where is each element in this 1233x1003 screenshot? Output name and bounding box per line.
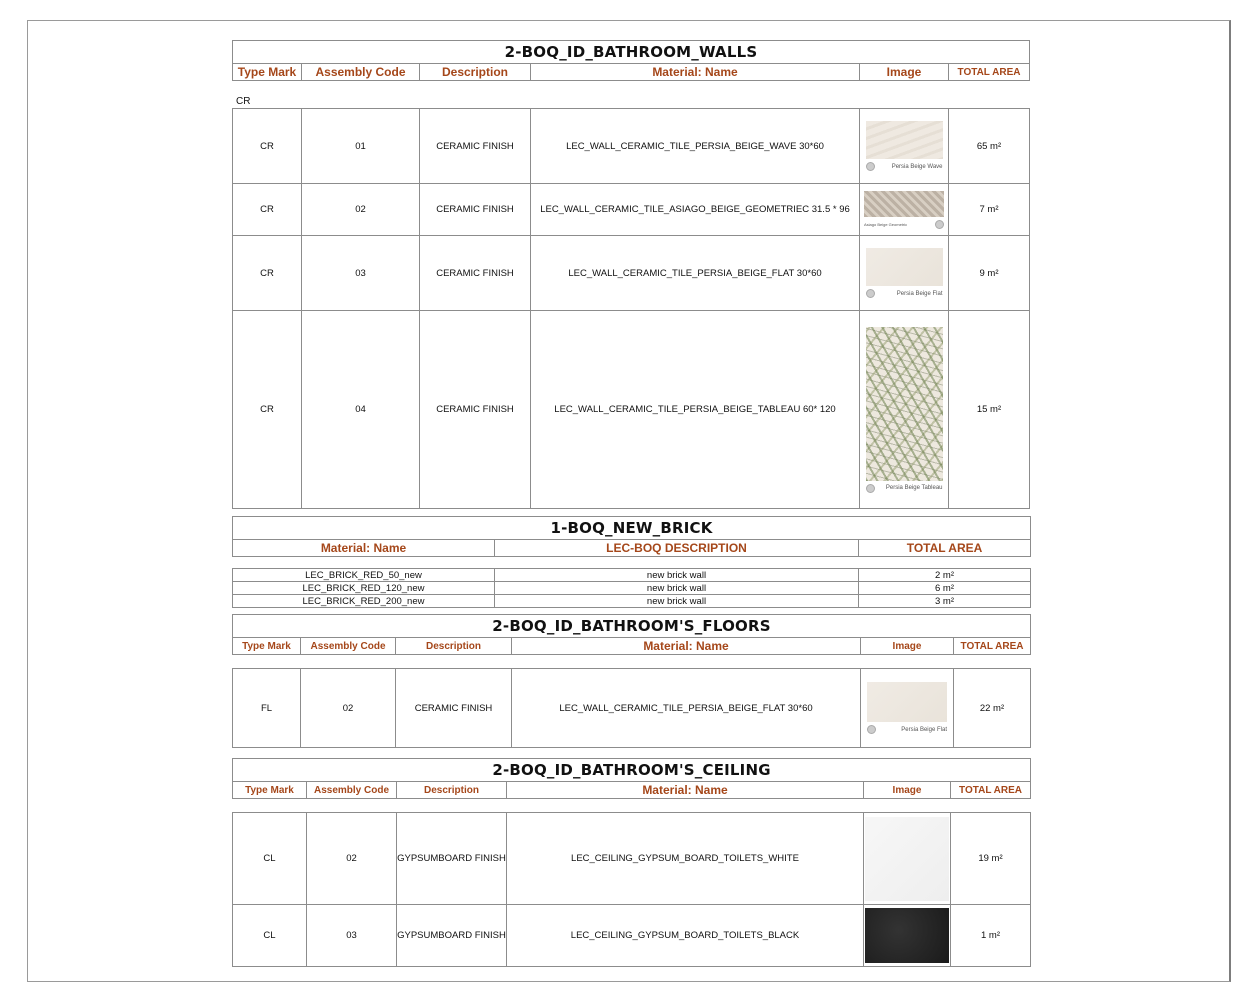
brick-title: 1-BOQ_NEW_BRICK [233, 517, 1031, 540]
brick-body [232, 568, 1030, 608]
image-cell [860, 184, 949, 236]
area-cell: 22 m² [954, 669, 1031, 748]
type-mark-cell: FL [233, 669, 301, 748]
image-cell [860, 109, 949, 184]
swatch-caption: Persia Beige Flat [901, 726, 947, 733]
brick-body-table [232, 568, 1031, 608]
description-cell: new brick wall [495, 582, 859, 595]
area-cell: 3 m² [859, 595, 1031, 608]
table-row [233, 669, 1031, 748]
assembly-code-cell: 03 [302, 236, 420, 311]
type-mark-cell: CR [233, 236, 302, 311]
col-type-mark: Type Mark [233, 64, 302, 81]
col-description: Description [420, 64, 531, 81]
assembly-code-cell: 01 [302, 109, 420, 184]
tile-swatch-image [864, 191, 944, 229]
table-row [233, 236, 1030, 311]
tile-swatch-image [865, 817, 949, 901]
image-cell [864, 905, 951, 967]
description-cell: CERAMIC FINISH [420, 109, 531, 184]
type-mark-cell: CL [233, 813, 307, 905]
walls-header-table [232, 40, 1030, 81]
floors-body [232, 668, 1030, 748]
material-cell: LEC_WALL_CERAMIC_TILE_PERSIA_BEIGE_TABLEAU 60* 120 [531, 311, 860, 509]
swatch-caption: Asiago Beige Geometric [864, 221, 908, 227]
col-total-area: TOTAL AREA [951, 782, 1031, 799]
tile-swatch-image [865, 908, 949, 963]
col-assembly-code: Assembly Code [301, 638, 396, 655]
area-cell: 9 m² [949, 236, 1030, 311]
material-cell: LEC_BRICK_RED_50_new [233, 569, 495, 582]
material-cell: LEC_WALL_CERAMIC_TILE_PERSIA_BEIGE_WAVE 30*60 [531, 109, 860, 184]
col-description: Description [397, 782, 507, 799]
assembly-code-cell: 02 [302, 184, 420, 236]
area-cell: 2 m² [859, 569, 1031, 582]
image-cell [861, 669, 954, 748]
col-total-area: TOTAL AREA [949, 64, 1030, 81]
info-icon [866, 484, 875, 493]
col-assembly-code: Assembly Code [302, 64, 420, 81]
tile-swatch-image [867, 682, 947, 734]
table-row [233, 311, 1030, 509]
material-cell: LEC_WALL_CERAMIC_TILE_ASIAGO_BEIGE_GEOMETRIEC 31.5 * 96 [531, 184, 860, 236]
description-cell: new brick wall [495, 569, 859, 582]
info-icon [866, 289, 875, 298]
assembly-code-cell: 02 [307, 813, 397, 905]
col-total-area: TOTAL AREA [954, 638, 1031, 655]
description-cell: GYPSUMBOARD FINISH [397, 905, 507, 967]
table-row [233, 905, 1031, 967]
ceiling-header-table [232, 758, 1031, 799]
description-cell: CERAMIC FINISH [396, 669, 512, 748]
table-row [233, 184, 1030, 236]
col-image: Image [860, 64, 949, 81]
description-cell: GYPSUMBOARD FINISH [397, 813, 507, 905]
swatch-caption: Persia Beige Tableau [885, 485, 943, 491]
col-assembly-code: Assembly Code [307, 782, 397, 799]
info-icon [935, 220, 944, 229]
type-mark-cell: CR [233, 184, 302, 236]
type-mark-cell: CR [233, 311, 302, 509]
image-cell [860, 236, 949, 311]
material-cell: LEC_BRICK_RED_120_new [233, 582, 495, 595]
description-cell: new brick wall [495, 595, 859, 608]
col-material-name: Material: Name [507, 782, 864, 799]
ceiling-title: 2-BOQ_ID_BATHROOM'S_CEILING [233, 759, 1031, 782]
assembly-code-cell: 03 [307, 905, 397, 967]
assembly-code-cell: 02 [301, 669, 396, 748]
description-cell: CERAMIC FINISH [420, 184, 531, 236]
col-description: Description [396, 638, 512, 655]
ceiling-schedule [232, 758, 1030, 799]
floors-schedule [232, 614, 1030, 655]
info-icon [866, 162, 875, 171]
area-cell: 1 m² [951, 905, 1031, 967]
material-cell: LEC_WALL_CERAMIC_TILE_PERSIA_BEIGE_FLAT 30*60 [531, 236, 860, 311]
image-cell [864, 813, 951, 905]
material-cell: LEC_CEILING_GYPSUM_BOARD_TOILETS_BLACK [507, 905, 864, 967]
table-row [233, 109, 1030, 184]
table-row [233, 813, 1031, 905]
brick-header-table [232, 516, 1031, 557]
ceiling-body [232, 812, 1030, 967]
description-cell: CERAMIC FINISH [420, 311, 531, 509]
col-total-area: TOTAL AREA [859, 540, 1031, 557]
col-type-mark: Type Mark [233, 638, 301, 655]
swatch-caption: Persia Beige Flat [896, 290, 943, 297]
walls-body [232, 108, 1029, 509]
floors-header-table [232, 614, 1031, 655]
swatch-caption: Persia Beige Wave [891, 163, 943, 170]
area-cell: 6 m² [859, 582, 1031, 595]
tile-swatch-image [866, 248, 943, 298]
area-cell: 15 m² [949, 311, 1030, 509]
material-cell: LEC_WALL_CERAMIC_TILE_PERSIA_BEIGE_FLAT 30*60 [512, 669, 861, 748]
type-mark-cell: CL [233, 905, 307, 967]
image-cell [860, 311, 949, 509]
description-cell: CERAMIC FINISH [420, 236, 531, 311]
brick-schedule [232, 516, 1030, 557]
walls-body-table [232, 108, 1030, 509]
walls-title: 2-BOQ_ID_BATHROOM_WALLS [233, 41, 1030, 64]
floors-title: 2-BOQ_ID_BATHROOM'S_FLOORS [233, 615, 1031, 638]
area-cell: 7 m² [949, 184, 1030, 236]
col-material-name: Material: Name [233, 540, 495, 557]
area-cell: 19 m² [951, 813, 1031, 905]
material-cell: LEC_CEILING_GYPSUM_BOARD_TOILETS_WHITE [507, 813, 864, 905]
assembly-code-cell: 04 [302, 311, 420, 509]
col-image: Image [864, 782, 951, 799]
walls-schedule [232, 40, 1029, 81]
col-type-mark: Type Mark [233, 782, 307, 799]
tile-swatch-image [866, 121, 943, 171]
area-cell: 65 m² [949, 109, 1030, 184]
col-image: Image [861, 638, 954, 655]
table-row [233, 569, 1031, 582]
col-material-name: Material: Name [531, 64, 860, 81]
ceiling-body-table [232, 812, 1031, 967]
material-cell: LEC_BRICK_RED_200_new [233, 595, 495, 608]
type-mark-cell: CR [233, 109, 302, 184]
col-material-name: Material: Name [512, 638, 861, 655]
info-icon [867, 725, 876, 734]
table-row [233, 595, 1031, 608]
tile-swatch-image [866, 327, 943, 493]
group-label: CR [236, 96, 251, 107]
floors-body-table [232, 668, 1031, 748]
table-row [233, 582, 1031, 595]
col-boq-description: LEC-BOQ DESCRIPTION [495, 540, 859, 557]
